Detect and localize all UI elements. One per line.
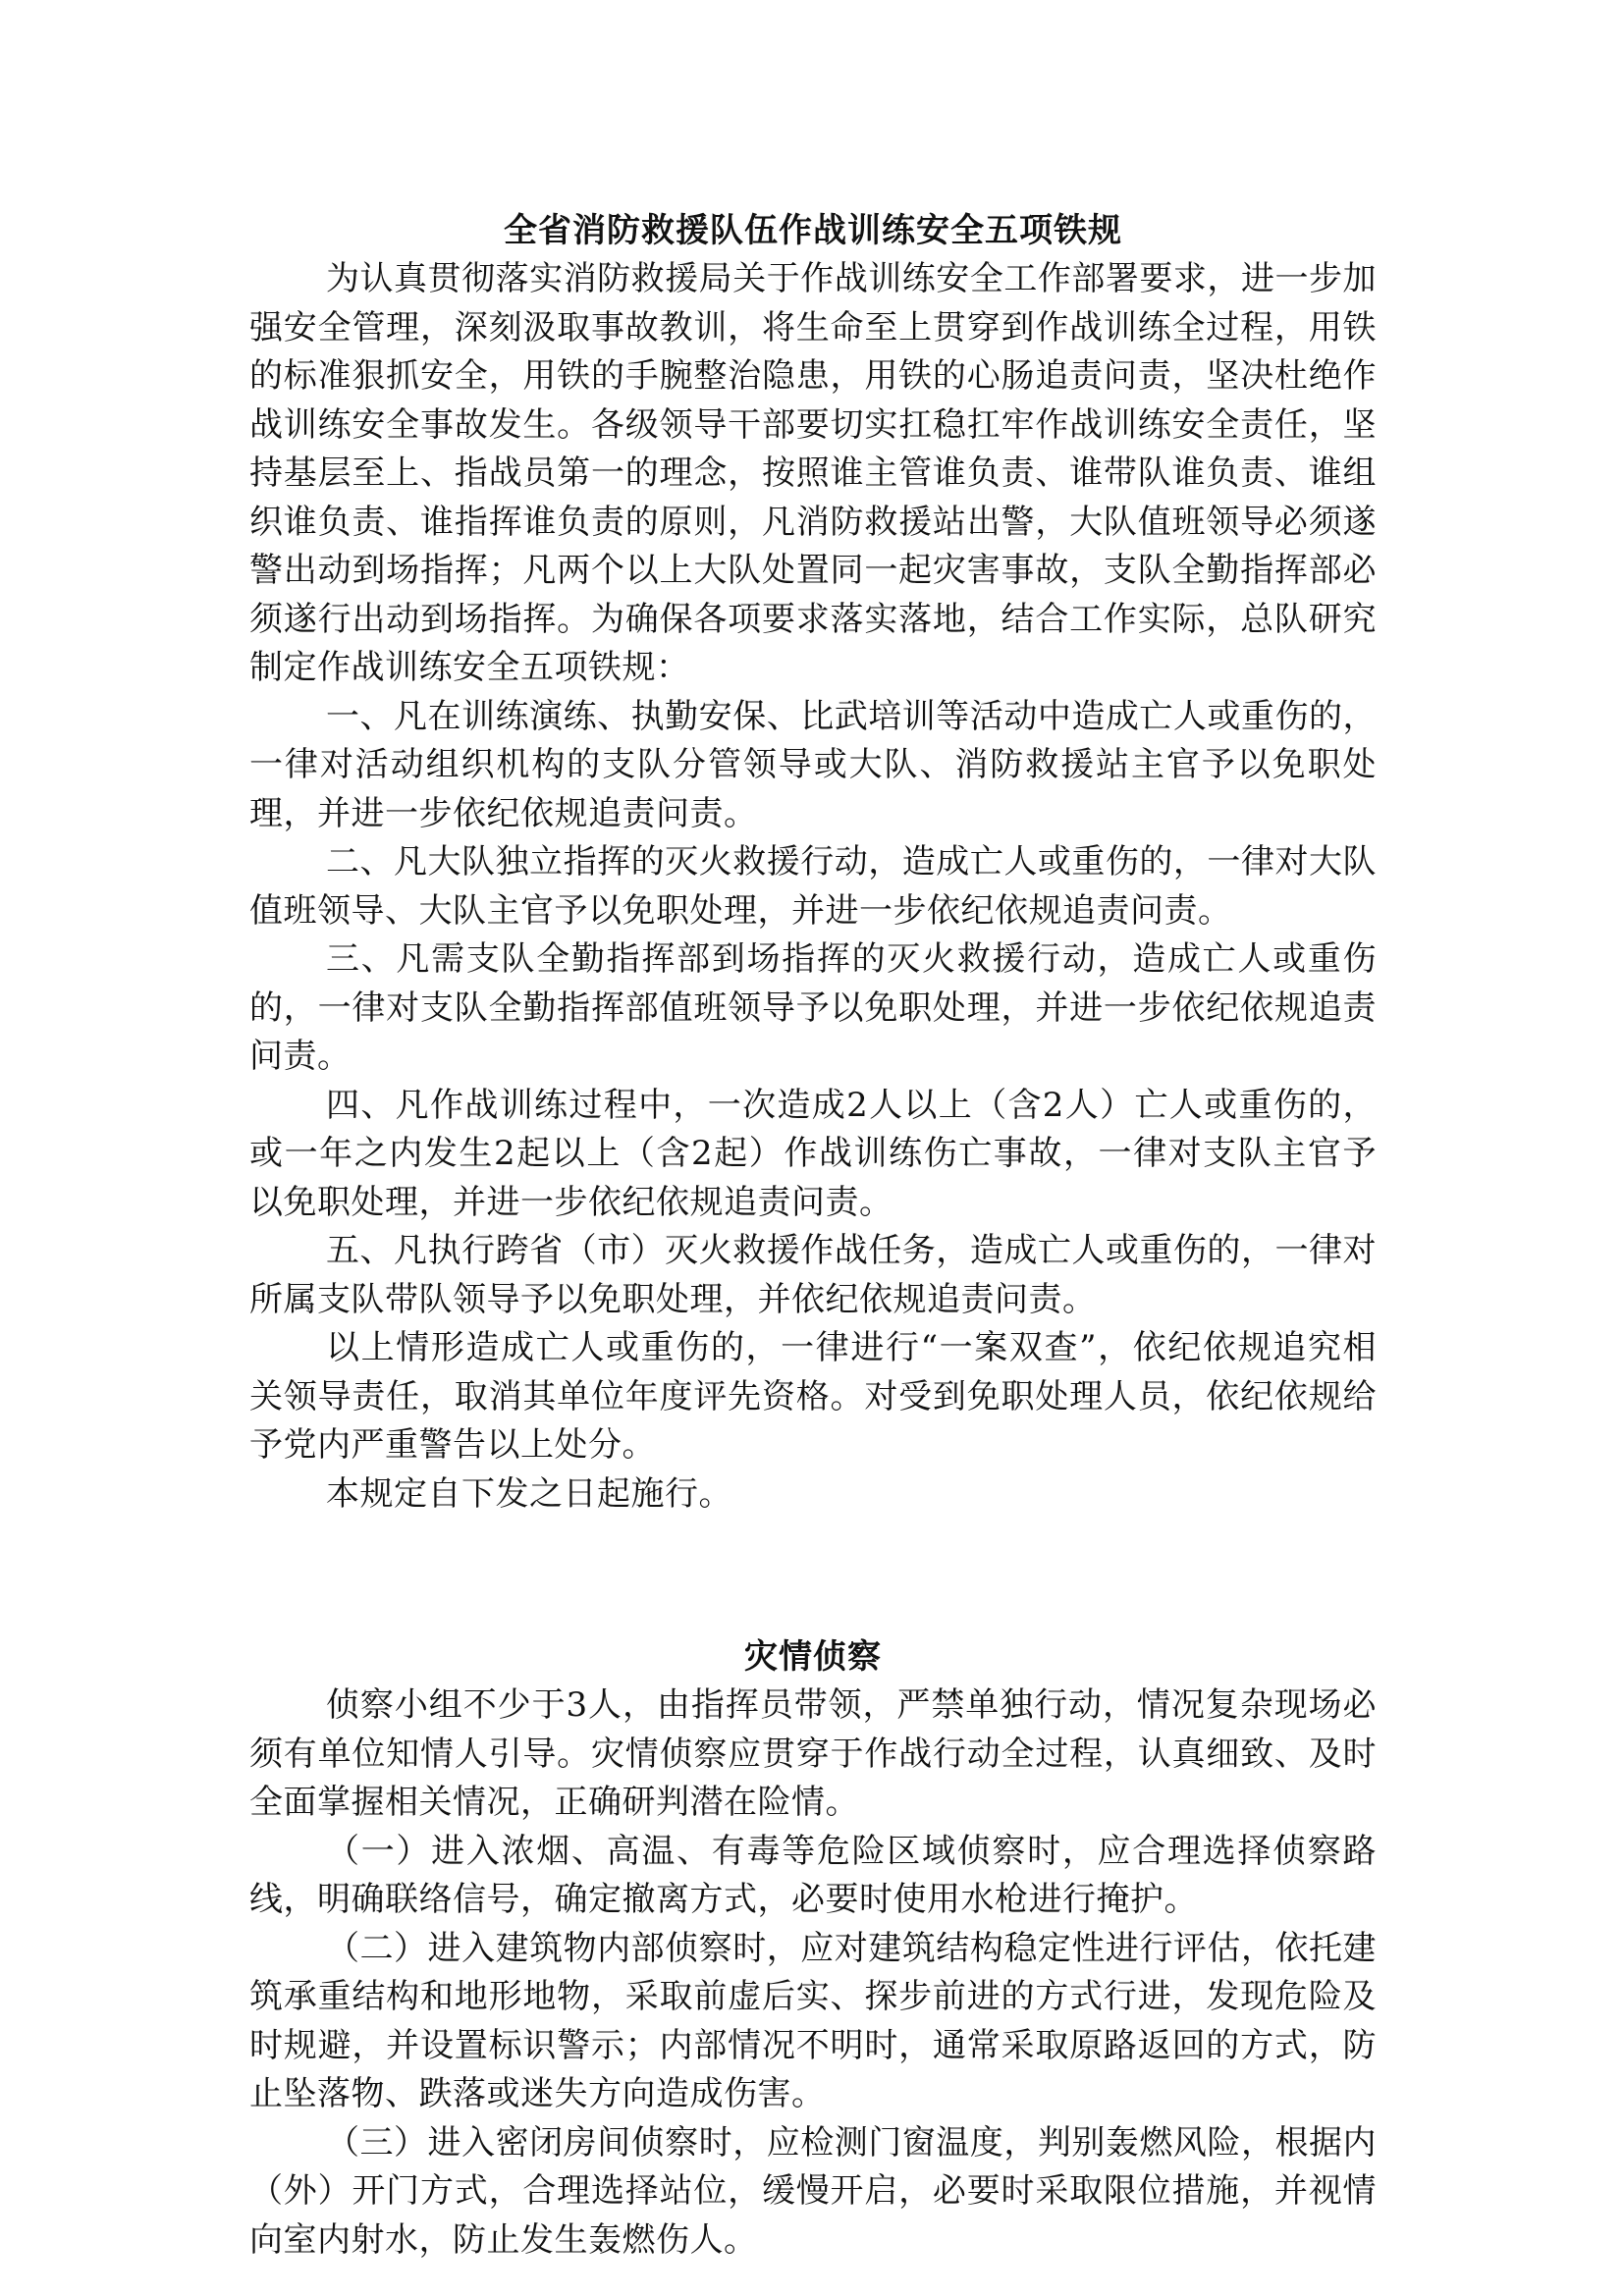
document-page <box>249 206 1377 2265</box>
section1-effective: 本规定自下发之日起施行。 <box>326 1473 732 1514</box>
section-spacer <box>249 1519 1377 1632</box>
section2-intro: 侦察小组不少于3人，由指挥员带领，严禁单独行动，情况复杂现场必须有单位知情人引导。灾情侦察应贯穿于作战行动全过程，认真细致、及时全面掌握相关情况，正确研判潜在险情。 <box>249 1685 1377 1822</box>
recon-item-1: （一）进入浓烟、高温、有毒等危险区域侦察时，应合理选择侦察路线，明确联络信号，确定撤离方式，必要时使用水枪进行掩护。 <box>249 1831 1377 1919</box>
rule-1: 一、凡在训练演练、执勤安保、比武培训等活动中造成亡人或重伤的，一律对活动组织机构的支队分管领导或大队、消防救援站主官予以免职处理，并进一步依纪依规追责问责。 <box>249 696 1377 833</box>
recon-item-2: （二）进入建筑物内部侦察时，应对建筑结构稳定性进行评估，依托建筑承重结构和地形地物，采取前虚后实、探步前进的方式行进，发现危险及时规避，并设置标识警示；内部情况不明时，通常采取原路返回的方式，防止坠落物、跌落或迷失方向造成伤害。 <box>249 1928 1377 2113</box>
section1-intro: 为认真贯彻落实消防救援局关于作战训练安全工作部署要求，进一步加强安全管理，深刻汲取事故教训，将生命至上贯穿到作战训练全过程，用铁的标准狠抓安全，用铁的手腕整治隐患，用铁的心肠追责问责，坚决杜绝作战训练安全事故发生。各级领导干部要切实扛稳扛牢作战训练安全责任，坚持基层至上、指战员第一的理念，按照谁主管谁负责、谁带队谁负责、谁组织谁负责、谁指挥谁负责的原则，凡消防救援站出警，大队值班领导必须遂警出动到场指挥；凡两个以上大队处置同一起灾害事故，支队全勤指挥部必须遂行出动到场指挥。为确保各项要求落实落地，结合工作实际，总队研究制定作战训练安全五项铁规： <box>249 259 1377 687</box>
section2-title: 灾情侦察 <box>744 1637 882 1677</box>
rule-3: 三、凡需支队全勤指挥部到场指挥的灭火救援行动，造成亡人或重伤的，一律对支队全勤指挥部值班领导予以免职处理，并进一步依纪依规追责问责。 <box>249 939 1377 1076</box>
section1-title: 全省消防救援队伍作战训练安全五项铁规 <box>504 211 1122 250</box>
rule-5: 五、凡执行跨省（市）灭火救援作战任务，造成亡人或重伤的，一律对所属支队带队领导予以免职处理，并依纪依规追责问责。 <box>249 1231 1377 1319</box>
rule-4: 四、凡作战训练过程中，一次造成2人以上（含2人）亡人或重伤的，或一年之内发生2起以上（含2起）作战训练伤亡事故，一律对支队主官予以免职处理，并进一步依纪依规追责问责。 <box>249 1085 1377 1222</box>
section1-closing: 以上情形造成亡人或重伤的，一律进行“一案双查”，依纪依规追究相关领导责任，取消其单位年度评先资格。对受到免职处理人员，依纪依规给予党内严重警告以上处分。 <box>249 1328 1377 1465</box>
rule-2: 二、凡大队独立指挥的灭火救援行动，造成亡人或重伤的，一律对大队值班领导、大队主官予以免职处理，并进一步依纪依规追责问责。 <box>249 842 1377 931</box>
recon-item-3: （三）进入密闭房间侦察时，应检测门窗温度，判别轰燃风险，根据内（外）开门方式，合理选择站位，缓慢开启，必要时采取限位措施，并视情向室内射水，防止发生轰燃伤人。 <box>249 2122 1377 2260</box>
